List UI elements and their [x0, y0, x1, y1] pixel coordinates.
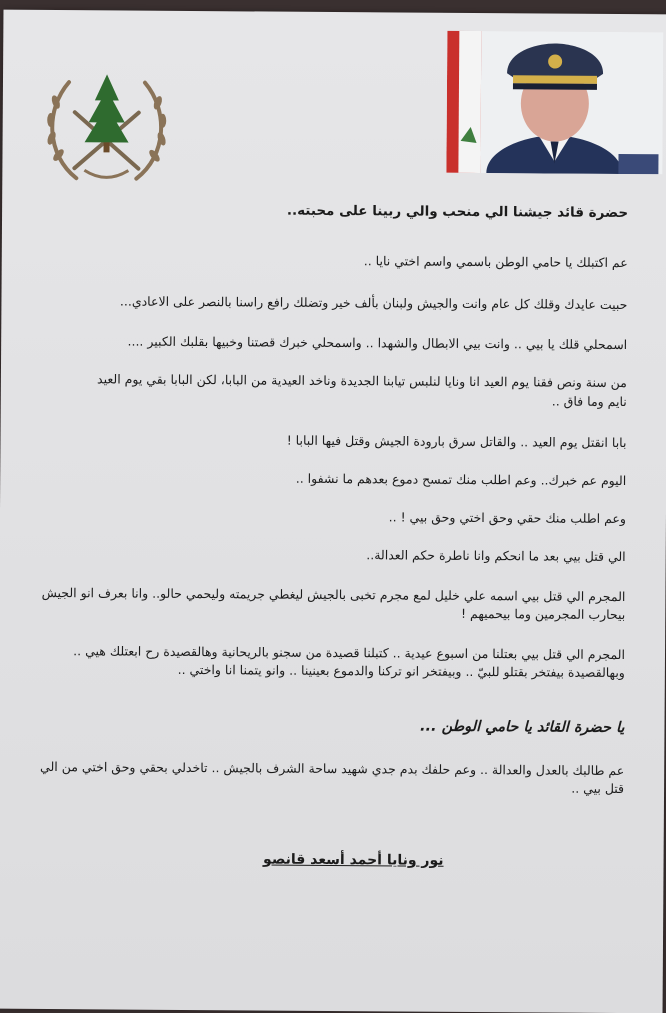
paragraph-3-line-2: نايم وما فاق ..: [551, 393, 627, 410]
paragraph-9: المجرم الي قتل بيي بعتلنا من اسبوع عيدية .. كتبلنا قصيدة من سجنو بالريحانية وهالقصيدة رح ابعتلك هيي .. وبهالقصيدة بيفتخر بقتلو للبيّ .. وبيفتخر انو تركنا والدموع بعينينا .. وانو يتمنا انا واختي ..: [73, 643, 626, 681]
army-commander-portrait: [446, 31, 663, 175]
paragraph-3-line-1: من سنة ونص فقنا يوم العيد انا ونايا لنلبس تيابنا الجديدة وناخد العيدية من البابا، لكن البابا بقي يوم العيد: [97, 371, 627, 391]
paragraph-1: حبيت عايدك وقلك كل عام وانت والجيش ولبنان بألف خير وتضلك رافع راسنا بالنصر على الاعادي...: [119, 293, 628, 313]
signature: نور ونايا أحمد أسعد قانصو: [263, 851, 444, 869]
paragraph-10: عم طالبك بالعدل والعدالة .. وعم حلفك بدم جدي شهيد ساحة الشرف بالجيش .. تاخدلي بحقي وحق اختي من الي قتل بيي ..: [40, 758, 625, 797]
paragraph-8: المجرم الي قتل بيي اسمه علي خليل لمع مجرم تخبى بالجيش ليغطي جريمته وليحمي حالو.. وانا بعرف انو الجيش بيحارب المجرمين وما بيحميهم !: [41, 584, 626, 623]
lebanese-army-emblem-icon: [36, 60, 177, 196]
address-line: يا حضرة القائد يا حامي الوطن ...: [419, 718, 625, 737]
letter-body: [40, 200, 629, 869]
salutation: حضرة قائد جيشنا الي منحب والي ربينا على محبته..: [286, 202, 629, 222]
letter-page: [0, 10, 666, 1013]
paragraph-7: الي قتل بيي بعد ما انحكم وانا ناطرة حكم العدالة..: [366, 547, 626, 565]
intro-line: عم اكتبلك يا حامي الوطن باسمي واسم اختي نايا ..: [363, 253, 628, 271]
paragraph-2: اسمحلي قلك يا بيي .. وانت بيي الابطال والشهدا .. واسمحلي خبرك قصتنا وخبيها بقلبك الكبير ....: [127, 333, 628, 353]
paragraph-6: وعم اطلب منك حقي وحق اختي وحق بيي ! ..: [388, 509, 627, 527]
paragraph-4: بابا انقتل يوم العيد .. والقاتل سرق بارودة الجيش وقتل فيها البابا !: [286, 432, 627, 451]
paragraph-5: اليوم عم خبرك.. وعم اطلب منك تمسح دموع بعدهم ما نشفوا ..: [295, 470, 627, 489]
